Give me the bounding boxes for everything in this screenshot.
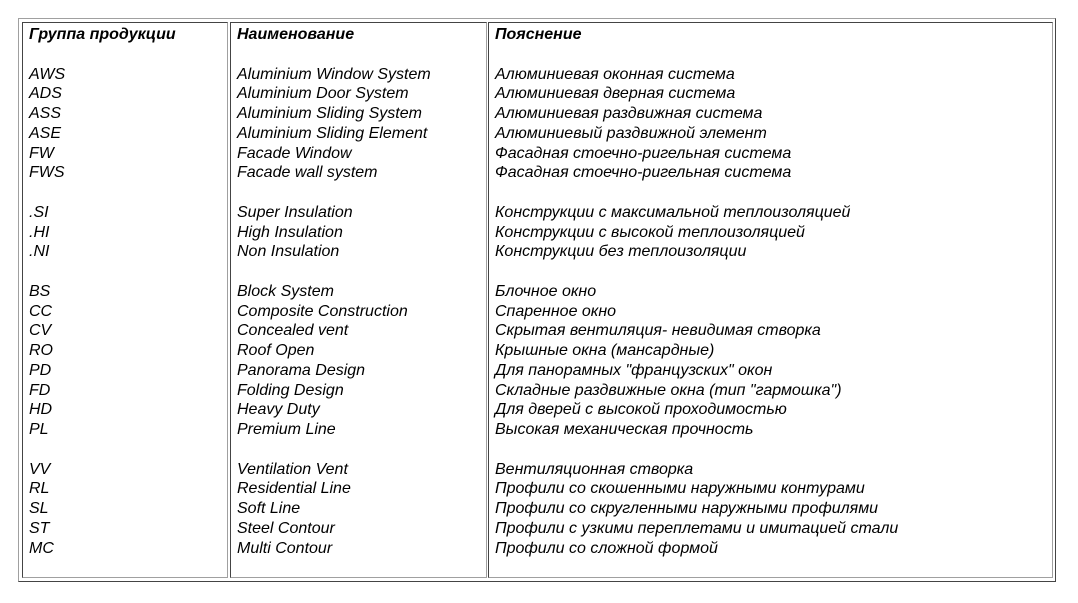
spacer xyxy=(495,183,1052,203)
row-name: Super Insulation xyxy=(237,203,353,221)
row-description: Конструкции без теплоизоляции xyxy=(495,243,747,261)
row-name: Composite Construction xyxy=(237,302,408,320)
row-description: Фасадная стоечно-ригельная система xyxy=(495,164,792,182)
row-name: Roof Open xyxy=(237,342,315,359)
row-description: Конструкции с максимальной теплоизоляцией xyxy=(495,203,851,221)
spacer xyxy=(29,45,227,65)
row-code: .NI xyxy=(29,243,50,261)
row-code: ADS xyxy=(29,85,62,103)
column-header: Группа продукции xyxy=(29,26,176,43)
row-description: Профили с узкими переплетами и имитацией стали xyxy=(495,519,899,537)
column-header: Пояснение xyxy=(495,26,582,43)
row-name: Soft Line xyxy=(237,500,301,517)
row-description: Алюминиевый раздвижной элемент xyxy=(495,124,767,142)
row-name: Multi Contour xyxy=(237,539,333,557)
row-name: Non Insulation xyxy=(237,243,340,261)
row-name: Ventilation Vent xyxy=(237,460,348,478)
column-header: Наименование xyxy=(237,26,355,43)
row-name: Premium Line xyxy=(237,421,336,438)
row-name: High Insulation xyxy=(237,223,343,241)
column-description xyxy=(488,22,1053,578)
row-description: Скрытая вентиляция- невидимая створка xyxy=(495,322,821,340)
row-name: Aluminium Window System xyxy=(237,65,431,83)
row-name: Aluminium Sliding System xyxy=(237,105,422,122)
row-description: Профили со скругленными наружными профилями xyxy=(495,500,879,517)
row-description: Алюминиевая оконная система xyxy=(495,65,735,83)
row-description: Конструкции с высокой теплоизоляцией xyxy=(495,223,805,241)
row-code: FW xyxy=(29,144,54,162)
row-code: PL xyxy=(29,421,49,438)
row-description: Высокая механическая прочность xyxy=(495,421,754,438)
row-name: Panorama Design xyxy=(237,361,366,379)
spacer xyxy=(237,262,486,282)
row-code: FD xyxy=(29,381,51,399)
row-name: Aluminium Door System xyxy=(237,85,409,103)
row-description: Складные раздвижные окна (тип "гармошка") xyxy=(495,381,842,399)
spacer xyxy=(29,440,227,460)
spacer xyxy=(495,440,1052,460)
row-code: VV xyxy=(29,460,51,478)
row-code: ST xyxy=(29,519,50,537)
spacer xyxy=(29,183,227,203)
row-name: Heavy Duty xyxy=(237,401,320,419)
row-code: RL xyxy=(29,480,50,498)
row-name: Steel Contour xyxy=(237,519,335,537)
row-description: Блочное окно xyxy=(495,282,597,300)
row-name: Facade Window xyxy=(237,144,352,162)
row-name: Facade wall system xyxy=(237,164,378,182)
spacer xyxy=(29,262,227,282)
spacer xyxy=(237,45,486,65)
row-code: HD xyxy=(29,401,53,419)
row-description: Для панорамных "французских" окон xyxy=(495,361,773,379)
row-name: Aluminium Sliding Element xyxy=(237,124,428,142)
row-name: Residential Line xyxy=(237,480,351,498)
row-code: .SI xyxy=(29,203,49,221)
row-code: MC xyxy=(29,539,54,557)
row-name: Folding Design xyxy=(237,381,344,399)
column-name xyxy=(230,22,487,578)
product-group-table xyxy=(18,18,1056,582)
row-code: BS xyxy=(29,282,51,300)
row-code: SL xyxy=(29,500,49,517)
spacer xyxy=(495,45,1052,65)
row-code: ASE xyxy=(29,124,62,142)
row-description: Крышные окна (мансардные) xyxy=(495,342,715,359)
spacer xyxy=(237,440,486,460)
row-description: Фасадная стоечно-ригельная система xyxy=(495,144,792,162)
row-description: Алюминиевая дверная система xyxy=(495,85,736,103)
spacer xyxy=(237,183,486,203)
row-name: Concealed vent xyxy=(237,322,349,340)
row-description: Для дверей с высокой проходимостью xyxy=(495,401,787,419)
spacer xyxy=(495,262,1052,282)
row-code: RO xyxy=(29,342,53,359)
row-code: AWS xyxy=(29,65,66,83)
row-description: Профили со скошенными наружными контурами xyxy=(495,480,865,498)
row-code: CV xyxy=(29,322,52,340)
row-code: ASS xyxy=(29,105,62,122)
row-description: Профили со сложной формой xyxy=(495,539,718,557)
row-description: Алюминиевая раздвижная система xyxy=(495,105,763,122)
row-code: CC xyxy=(29,302,53,320)
row-code: FWS xyxy=(29,164,65,182)
row-description: Вентиляционная створка xyxy=(495,460,694,478)
row-code: .HI xyxy=(29,223,50,241)
row-description: Спаренное окно xyxy=(495,302,617,320)
row-name: Block System xyxy=(237,282,334,300)
column-product-group xyxy=(22,22,228,578)
row-code: PD xyxy=(29,361,52,379)
